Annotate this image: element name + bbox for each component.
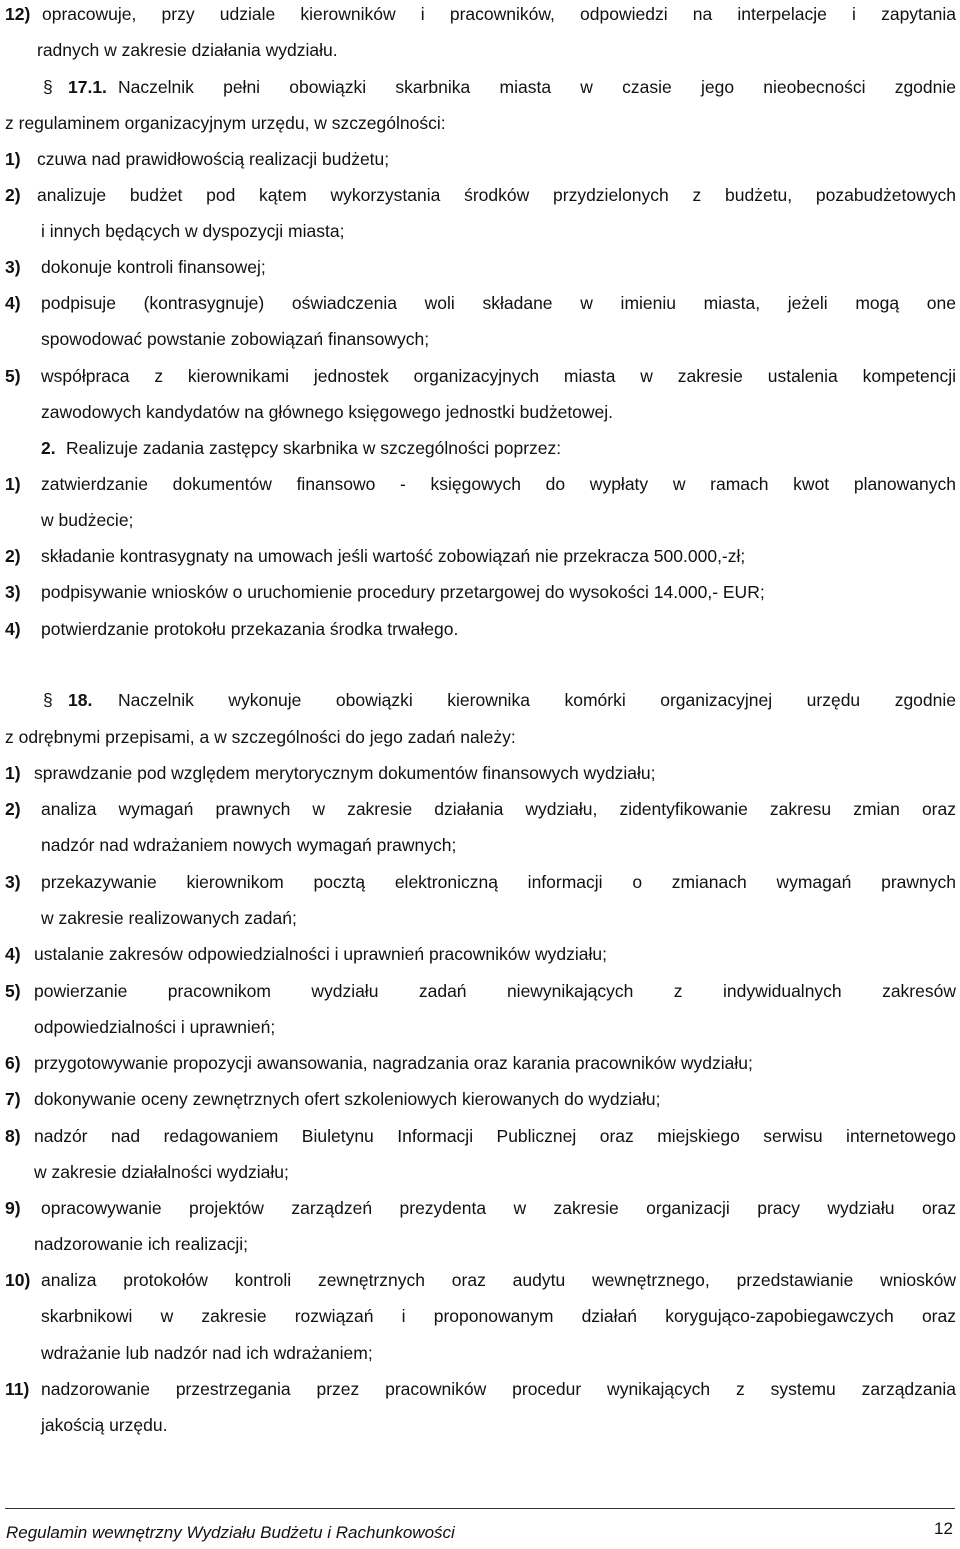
section-text: Realizuje zadania zastępcy skarbnika w szczególności poprzez: bbox=[66, 438, 562, 458]
item-label: 6) bbox=[5, 1053, 21, 1073]
item-label: 5) bbox=[5, 366, 21, 386]
item-text: nadzorowanie przestrzegania przez pracowników procedur wynikających z systemu zarządzania bbox=[41, 1379, 956, 1399]
section-continuation: z odrębnymi przepisami, a w szczególności do jego zadań należy: bbox=[5, 727, 516, 747]
item-continuation: odpowiedzialności i uprawnień; bbox=[34, 1017, 276, 1037]
item-text: zatwierdzanie dokumentów finansowo - księgowych do wypłaty w ramach kwot planowanych bbox=[41, 474, 956, 494]
item-label: 8) bbox=[5, 1126, 21, 1146]
item-continuation: skarbnikowi w zakresie rozwiązań i proponowanym działań korygująco-zapobiegawczych oraz bbox=[41, 1306, 956, 1326]
item-label: 3) bbox=[5, 582, 21, 602]
item-text: sprawdzanie pod względem merytorycznym dokumentów finansowych wydziału; bbox=[34, 763, 656, 783]
item-text: ustalanie zakresów odpowiedzialności i uprawnień pracowników wydziału; bbox=[34, 944, 607, 964]
item-label: 11) bbox=[5, 1379, 30, 1399]
item-text: współpraca z kierownikami jednostek organizacyjnych miasta w zakresie ustalenia kompetencji bbox=[41, 366, 956, 386]
section-text: Naczelnik pełni obowiązki skarbnika miasta w czasie jego nieobecności zgodnie bbox=[118, 77, 956, 97]
footer-divider bbox=[5, 1508, 955, 1509]
section-symbol: § bbox=[43, 690, 53, 710]
list-item-12 bbox=[5, 4, 956, 24]
item-label: 1) bbox=[5, 149, 21, 169]
item-continuation: i innych będących w dyspozycji miasta; bbox=[41, 221, 345, 241]
item-continuation: jakością urzędu. bbox=[41, 1415, 168, 1435]
item-label: 5) bbox=[5, 981, 21, 1001]
item-label: 1) bbox=[5, 763, 21, 783]
item-text: powierzanie pracownikom wydziału zadań niewynikających z indywidualnych zakresów bbox=[34, 981, 956, 1001]
item-text: analiza wymagań prawnych w zakresie działania wydziału, zidentyfikowanie zakresu zmian oraz bbox=[41, 799, 956, 819]
item-label: 4) bbox=[5, 944, 21, 964]
item-text: potwierdzanie protokołu przekazania środka trwałego. bbox=[41, 619, 459, 639]
item-label: 4) bbox=[5, 619, 21, 639]
section-text: Naczelnik wykonuje obowiązki kierownika komórki organizacyjnej urzędu zgodnie bbox=[118, 690, 956, 710]
item-label: 2) bbox=[5, 546, 21, 566]
item-label: 3) bbox=[5, 257, 21, 277]
section-symbol: § bbox=[43, 77, 53, 97]
item-label: 1) bbox=[5, 474, 21, 494]
item-continuation: w budżecie; bbox=[41, 510, 134, 530]
item-label: 7) bbox=[5, 1089, 21, 1109]
footer-title: Regulamin wewnętrzny Wydziału Budżetu i Rachunkowości bbox=[6, 1523, 455, 1542]
item-label: 2) bbox=[5, 185, 21, 205]
item-continuation: wdrażanie lub nadzór nad ich wdrażaniem; bbox=[41, 1343, 373, 1363]
item-label: 9) bbox=[5, 1198, 21, 1218]
item-text: podpisuje (kontrasygnuje) oświadczenia woli składane w imieniu miasta, jeżeli mogą one bbox=[41, 293, 956, 313]
item-text: składanie kontrasygnaty na umowach jeśli wartość zobowiązań nie przekracza 500.000,-zł; bbox=[41, 546, 746, 566]
item-label: 4) bbox=[5, 293, 21, 313]
item-text: podpisywanie wniosków o uruchomienie procedury przetargowej do wysokości 14.000,- EUR; bbox=[41, 582, 765, 602]
item-text: czuwa nad prawidłowością realizacji budżetu; bbox=[37, 149, 390, 169]
item-text: analiza protokołów kontroli zewnętrznych oraz audytu wewnętrznego, przedstawianie wniosków bbox=[41, 1270, 956, 1290]
item-label: 10) bbox=[5, 1270, 31, 1290]
item-text: opracowywanie projektów zarządzeń prezydenta w zakresie organizacji pracy wydziału oraz bbox=[41, 1198, 956, 1218]
item-text: opracowuje, przy udziale kierowników i pracowników, odpowiedzi na interpelacje i zapytania bbox=[42, 4, 956, 24]
item-text: dokonywanie oceny zewnętrznych ofert szkoleniowych kierowanych do wydziału; bbox=[34, 1089, 661, 1109]
item-label: 2) bbox=[5, 799, 21, 819]
item-text: nadzór nad redagowaniem Biuletynu Informacji Publicznej oraz miejskiego serwisu internetowego bbox=[34, 1126, 956, 1146]
section-number: 18. bbox=[68, 690, 93, 710]
item-continuation: zawodowych kandydatów na głównego księgowego jednostki budżetowej. bbox=[41, 402, 614, 422]
item-continuation: w zakresie działalności wydziału; bbox=[34, 1162, 289, 1182]
section-continuation: z regulaminem organizacyjnym urzędu, w szczególności: bbox=[5, 113, 446, 133]
item-continuation: spowodować powstanie zobowiązań finansowych; bbox=[41, 329, 430, 349]
item-label: 3) bbox=[5, 872, 21, 892]
item-text: dokonuje kontroli finansowej; bbox=[41, 257, 266, 277]
section-number: 17.1. bbox=[68, 77, 107, 97]
item-text: analizuje budżet pod kątem wykorzystania środków przydzielonych z budżetu, pozabudżetowych bbox=[37, 185, 956, 205]
item-text: przekazywanie kierownikom pocztą elektroniczną informacji o zmianach wymagań prawnych bbox=[41, 872, 956, 892]
item-continuation: nadzór nad wdrażaniem nowych wymagań prawnych; bbox=[41, 835, 457, 855]
item-label: 12) bbox=[5, 4, 31, 24]
item-continuation: nadzorowanie ich realizacji; bbox=[34, 1234, 248, 1254]
page-number: 12 bbox=[934, 1519, 953, 1538]
item-continuation: w zakresie realizowanych zadań; bbox=[41, 908, 297, 928]
item-continuation: radnych w zakresie działania wydziału. bbox=[37, 40, 338, 60]
item-text: przygotowywanie propozycji awansowania, nagradzania oraz karania pracowników wydziału; bbox=[34, 1053, 753, 1073]
section-number: 2. bbox=[41, 438, 56, 458]
